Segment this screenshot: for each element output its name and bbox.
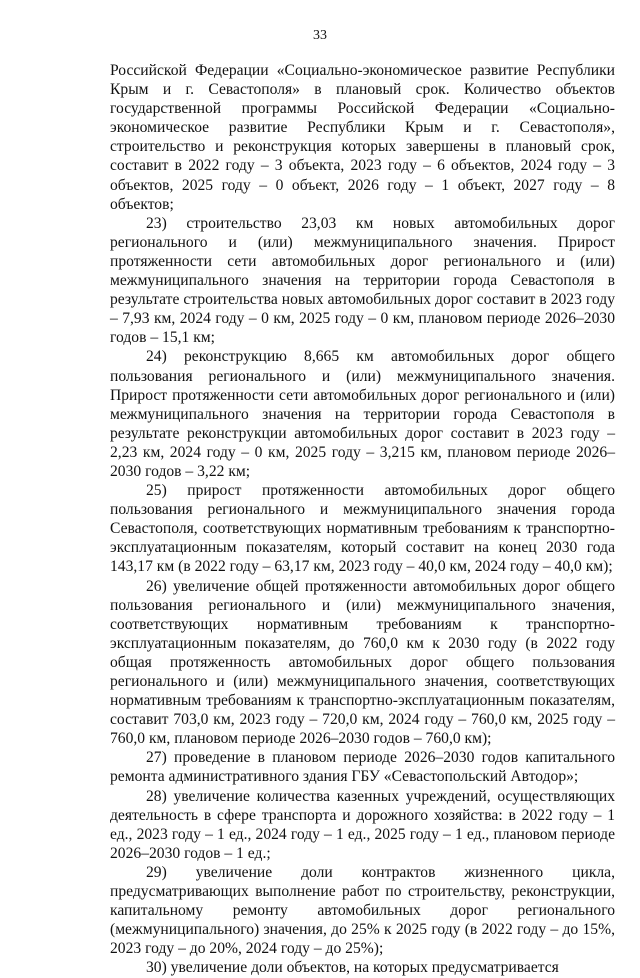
paragraph-item-29: 29) увеличение доли контрактов жизненного цикла, предусматривающих выполнение работ по строительству, реконструкции, капитальному ремонту автомобильных дорог регионального (межмуниципального) значения, до 25% к 2025 году (в 2022 году – до 15%, 2023 году – до 20%, 2024 году – до 25%);	[110, 863, 615, 958]
document-body	[110, 61, 615, 978]
paragraph-item-26: 26) увеличение общей протяженности автомобильных дорог общего пользования регионального и (или) межмуниципального значения, соответствующих нормативным требованиям к транспортно-эксплуатационным показателям, до 760,0 км к 2030 году (в 2022 году общая протяженность автомобильных дорог общего пользования регионального и (или) межмуниципального значения, соответствующих нормативным требованиям к транспортно-эксплуатационным показателям, составит 703,0 км, 2023 году – 720,0 км, 2024 году – 760,0 км, 2025 году – 760,0 км, плановом периоде 2026–2030 годов – 760,0 км);	[110, 577, 615, 748]
paragraph-item-23: 23) строительство 23,03 км новых автомобильных дорог регионального и (или) межмуниципального значения. Прирост протяженности сети автомобильных дорог регионального и (или) межмуниципального значения на территории города Севастополя в результате строительства новых автомобильных дорог составит в 2023 году – 7,93 км, 2024 году – 0 км, 2025 году – 0 км, плановом периоде 2026–2030 годов – 15,1 км;	[110, 214, 615, 347]
paragraph-item-24: 24) реконструкцию 8,665 км автомобильных дорог общего пользования регионального и (или) межмуниципального значения. Прирост протяженности сети автомобильных дорог регионального и (или) межмуниципального значения на территории города Севастополя в результате реконструкции автомобильных дорог составит в 2023 году – 2,23 км, 2024 году – 0 км, 2025 году – 3,215 км, плановом периоде 2026–2030 годов – 3,22 км;	[110, 348, 615, 480]
paragraph-item-27: 27) проведение в плановом периоде 2026–2030 годов капитального ремонта административного здания ГБУ «Севастопольский Автодор»;	[110, 749, 615, 786]
page-number: 33	[313, 28, 327, 43]
paragraph-item-28: 28) увеличение количества казенных учреждений, осуществляющих деятельность в сфере транспорта и дорожного хозяйства: в 2022 году – 1 ед., 2023 году – 1 ед., 2024 году – 1 ед., 2025 году – 1 ед., плановом периоде 2026–2030 годов – 1 ед.;	[110, 787, 615, 862]
paragraph-item-25: 25) прирост протяженности автомобильных дорог общего пользования регионального и межмуниципального значения города Севастополя, соответствующих нормативным требованиям к транспортно-эксплуатационным показателям, который составит на конец 2030 года 143,17 км (в 2022 году – 63,17 км, 2023 году – 40,0 км, 2024 году – 40,0 км);	[110, 482, 615, 576]
paragraph-item-30: 30) увеличение доли объектов, на которых предусматривается	[146, 959, 559, 977]
paragraph-continued: Российской Федерации «Социально-экономическое развитие Республики Крым и г. Севастополя» в плановый срок. Количество объектов государственной программы Российской Федерации «Социально-экономическое развитие Республики Крым и г. Севастополя», строительство и реконструкция которых завершены в плановый срок, составит в 2022 году – 3 объекта, 2023 году – 6 объектов, 2024 году – 3 объектов, 2025 году – 0 объект, 2026 году – 1 объект, 2027 году – 8 объектов;	[110, 62, 615, 213]
